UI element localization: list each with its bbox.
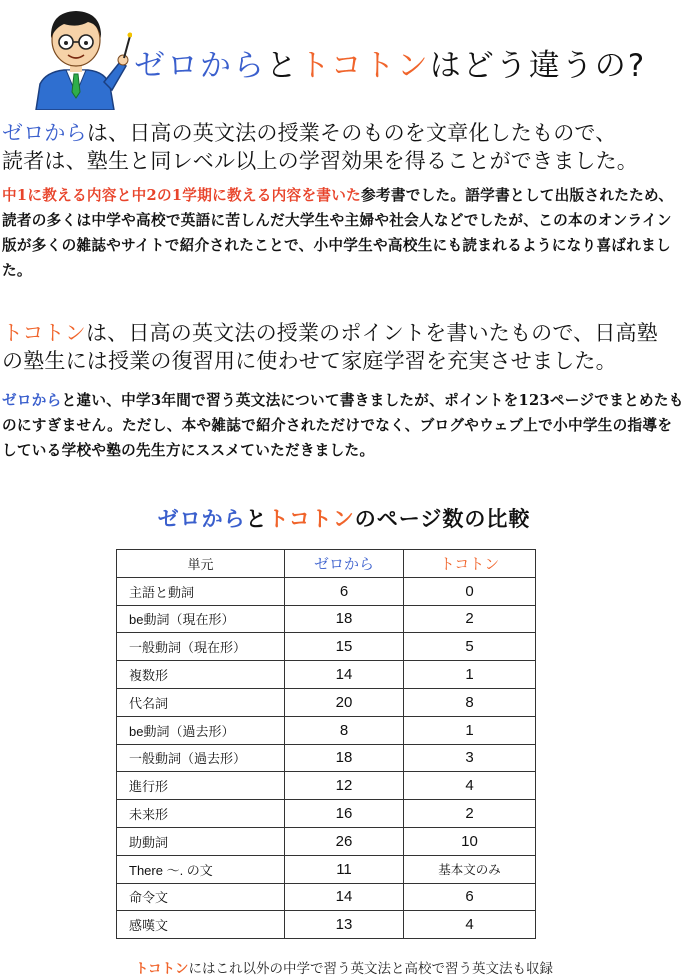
cell-tokoton: 10 — [404, 827, 536, 855]
cell-tokoton: 2 — [404, 800, 536, 828]
page-title — [134, 40, 674, 85]
cell-unit: be動詞（過去形） — [117, 716, 285, 744]
cell-tokoton: 0 — [404, 577, 536, 605]
table-row — [117, 605, 536, 633]
table-row — [117, 633, 536, 661]
table-title-rest: のページ数の比較 — [354, 507, 531, 531]
section2-heading-line2: の塾生には授業の復習用に使わせて家庭学習を充実させました。 — [2, 349, 617, 373]
cell-zero: 18 — [285, 744, 404, 772]
cell-zero: 18 — [285, 605, 404, 633]
table-row — [117, 744, 536, 772]
cell-tokoton: 8 — [404, 688, 536, 716]
cell-tokoton: 6 — [404, 883, 536, 911]
section1-body — [2, 183, 686, 283]
table-title-to: と — [245, 507, 268, 531]
cell-unit: 代名詞 — [117, 688, 285, 716]
cell-zero: 20 — [285, 688, 404, 716]
table-title-zero: ゼロから — [157, 507, 246, 531]
table-row — [117, 855, 536, 883]
section2-heading-line1: は、日高の英文法の授業のポイントを書いたもので、日高塾 — [85, 321, 658, 345]
table-row — [117, 883, 536, 911]
title-to: と — [266, 48, 299, 84]
table-title-tokoton: トコトン — [267, 507, 355, 531]
cell-zero: 14 — [285, 883, 404, 911]
cell-unit: 一般動詞（過去形） — [117, 744, 285, 772]
cell-unit: 一般動詞（現在形） — [117, 633, 285, 661]
cell-unit: 主語と動詞 — [117, 577, 285, 605]
table-header-row — [117, 550, 536, 578]
cell-unit: 未来形 — [117, 800, 285, 828]
cell-tokoton: 4 — [404, 772, 536, 800]
section1-body-highlight: 中1に教える内容と中2の1学期に教える内容を書いた — [2, 187, 362, 204]
cell-zero: 26 — [285, 827, 404, 855]
cell-zero: 12 — [285, 772, 404, 800]
table-row — [117, 800, 536, 828]
cell-zero: 15 — [285, 633, 404, 661]
cell-tokoton: 2 — [404, 605, 536, 633]
cell-unit: There 〜. の文 — [117, 855, 285, 883]
title-rest: はどう違うの? — [429, 48, 647, 84]
header-unit: 単元 — [117, 550, 285, 578]
cell-unit: 進行形 — [117, 772, 285, 800]
cell-unit: be動詞（現在形） — [117, 605, 285, 633]
table-row — [117, 911, 536, 939]
cell-tokoton: 1 — [404, 716, 536, 744]
comparison-table — [116, 549, 536, 939]
section2-body — [2, 388, 686, 463]
section1-heading-highlight: ゼロから — [2, 121, 87, 145]
table-row — [117, 577, 536, 605]
table-body — [117, 577, 536, 938]
section1-body-text: 参考書でした。語学書として出版されたため、読者の多くは中学や高校で英語に苦しんだ大学生や主婦や社会人などでしたが、この本のオンライン版が多くの雑誌やサイトで紹介されたことで、小中学生や高校生にも読まれるようになり喜ばれました。 — [2, 187, 674, 279]
header-zero: ゼロから — [285, 550, 404, 578]
cell-unit: 命令文 — [117, 883, 285, 911]
cell-zero: 8 — [285, 716, 404, 744]
cell-zero: 11 — [285, 855, 404, 883]
section2-body-text: と違い、中学3年間で習う英文法について書きましたが、ポイントを123ページでまとめたものにすぎません。ただし、本や雑誌で紹介されただけでなく、ブログやウェブ上で小中学生の指導をしている学校や塾の先生方にススメていただきました。 — [2, 392, 684, 459]
section1-heading-line1: は、日高の英文法の授業そのものを文章化したもので、 — [86, 121, 617, 145]
cell-unit: 助動詞 — [117, 827, 285, 855]
teacher-illustration — [28, 2, 132, 110]
cell-tokoton: 基本文のみ — [404, 855, 536, 883]
section2-heading — [2, 319, 686, 375]
cell-zero: 13 — [285, 911, 404, 939]
table-row — [117, 661, 536, 689]
cell-zero: 16 — [285, 800, 404, 828]
cell-tokoton: 5 — [404, 633, 536, 661]
cell-zero: 14 — [285, 661, 404, 689]
table-row — [117, 827, 536, 855]
cell-unit: 感嘆文 — [117, 911, 285, 939]
header-tokoton: トコトン — [404, 550, 536, 578]
footnote-highlight: トコトン — [135, 961, 189, 977]
footnote-text: にはこれ以外の中学で習う英文法と高校で習う英文法も収録 — [188, 961, 553, 977]
cell-tokoton: 1 — [404, 661, 536, 689]
table-row — [117, 772, 536, 800]
cell-tokoton: 3 — [404, 744, 536, 772]
table-row — [117, 688, 536, 716]
table-title — [0, 503, 688, 533]
footnote — [0, 957, 688, 977]
section2-heading-highlight: トコトン — [2, 321, 86, 345]
title-zero: ゼロから — [134, 48, 266, 84]
section1-heading — [2, 119, 686, 175]
section2-body-highlight: ゼロから — [2, 392, 62, 409]
cell-tokoton: 4 — [404, 911, 536, 939]
cell-zero: 6 — [285, 577, 404, 605]
table-row — [117, 716, 536, 744]
section1-heading-line2: 読者は、塾生と同レベル以上の学習効果を得ることができました。 — [2, 149, 638, 173]
cell-unit: 複数形 — [117, 661, 285, 689]
title-tokoton: トコトン — [299, 48, 430, 84]
